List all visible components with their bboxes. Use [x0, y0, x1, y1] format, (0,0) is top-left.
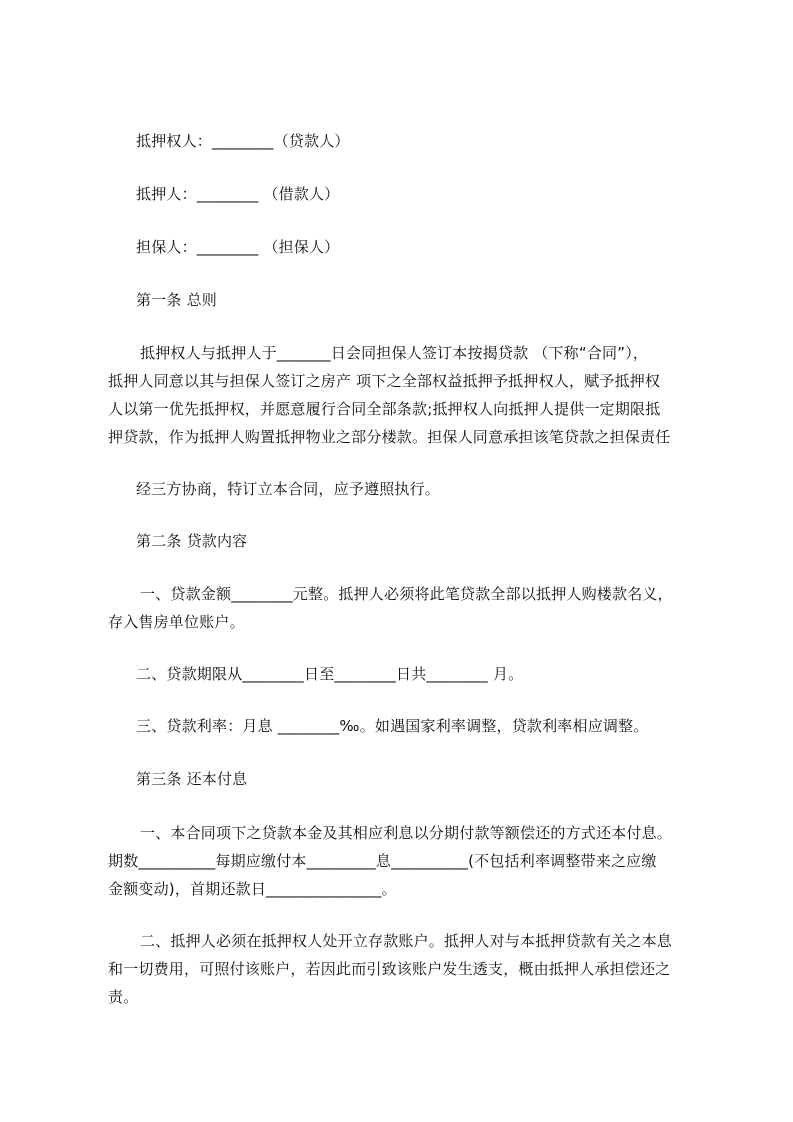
article-2-heading: 第二条 贷款内容: [136, 532, 248, 550]
party-mortgagee: 抵押权人：________（贷款人）: [136, 132, 350, 150]
article-1-para-1-line-1: 抵押权人与抵押人于_______日会同担保人签订本按揭贷款 （下称“合同”），: [140, 344, 649, 362]
article-3-item-2-line-1: 二、抵押人必须在抵押权人处开立存款账户。抵押人对与本抵押贷款有关之本息: [140, 932, 673, 950]
article-1-para-2: 经三方协商，特订立本合同，应予遵照执行。: [136, 480, 441, 498]
article-1-para-1-line-2: 抵押人同意以其与担保人签订之房产 项下之全部权益抵押予抵押权人，赋予抵押权: [108, 372, 661, 390]
article-2-item-2: 二、贷款期限从________日至________日共________ 月。: [136, 665, 524, 683]
article-2-item-3: 三、贷款利率：月息 ________‰。如遇国家利率调整，贷款利率相应调整。: [136, 717, 649, 735]
article-1-para-1-line-3: 人以第一优先抵押权，并愿意履行合同全部条款;抵押权人向抵押人提供一定期限抵: [108, 400, 661, 418]
party-mortgagor: 抵押人：________ （借款人）: [136, 185, 340, 203]
article-3-item-2-line-2: 和一切费用，可照付该账户，若因此而引致该账户发生透支，概由抵押人承担偿还之: [108, 960, 671, 978]
article-3-item-2-line-3: 责。: [108, 988, 139, 1006]
party-guarantor: 担保人：________ （担保人）: [136, 238, 340, 256]
article-3-item-1-line-3: 金额变动)，首期还款日_______________。: [108, 880, 397, 898]
article-1-para-1-line-4: 押贷款，作为抵押人购置抵押物业之部分楼款。担保人同意承担该笔贷款之担保责任: [108, 428, 671, 446]
article-3-item-1-line-2: 期数__________每期应缴付本_________息__________(不包括利率调整带来之应缴: [108, 852, 657, 870]
article-3-item-1-line-1: 一、本合同项下之贷款本金及其相应利息以分期付款等额偿还的方式还本付息。: [140, 824, 673, 842]
article-1-heading: 第一条 总则: [136, 291, 217, 309]
article-3-heading: 第三条 还本付息: [136, 770, 248, 788]
article-2-item-1-line-2: 存入售房单位账户。: [108, 613, 245, 631]
article-2-item-1-line-1: 一、贷款金额________元整。抵押人必须将此笔贷款全部以抵押人购楼款名义，: [140, 585, 673, 603]
